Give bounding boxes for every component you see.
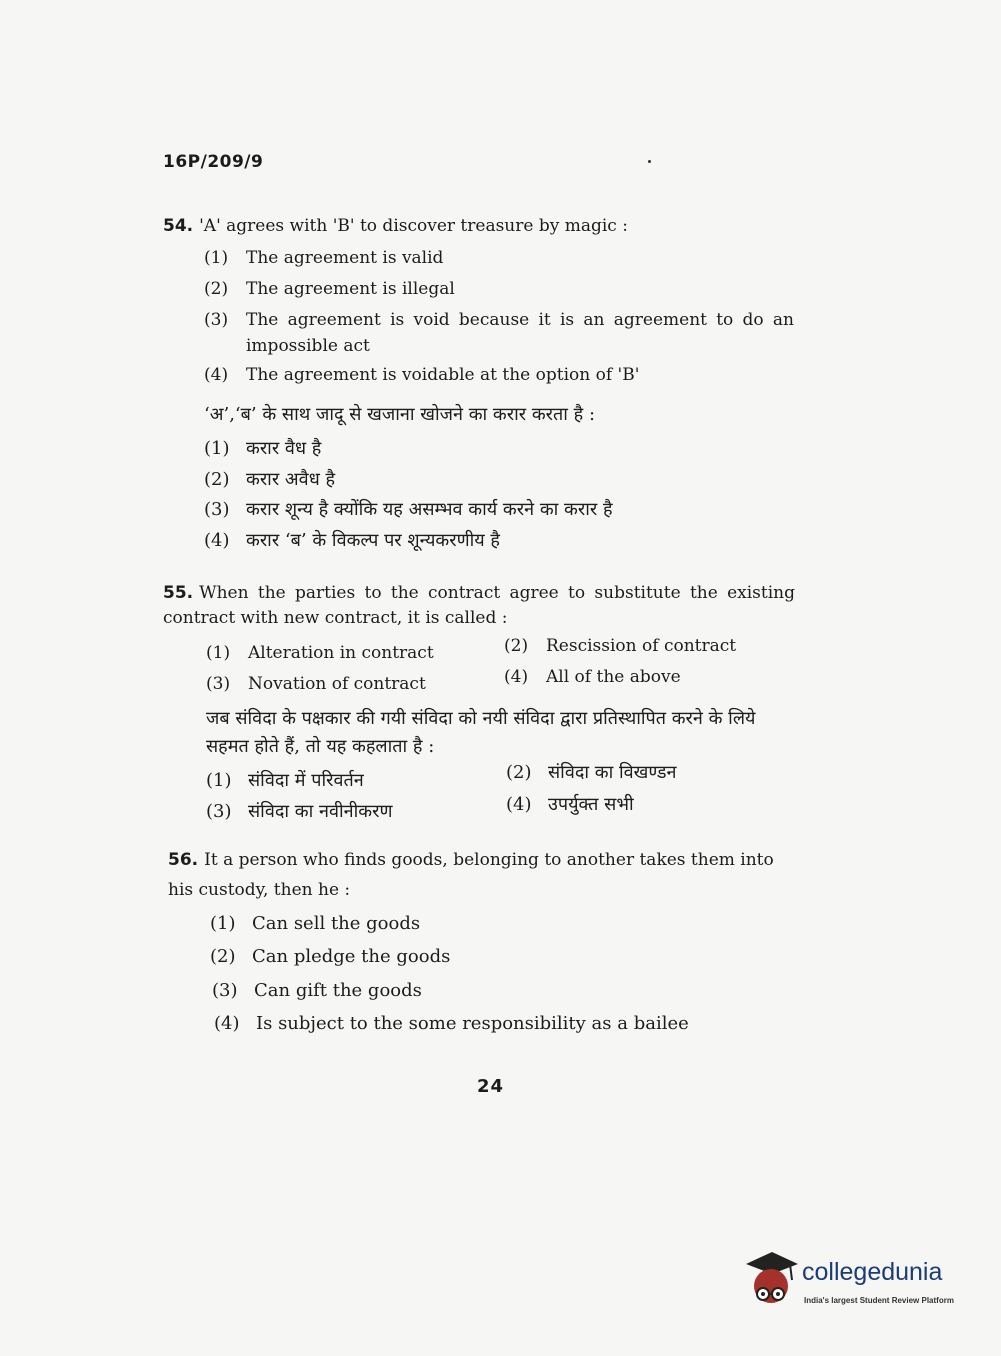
q55-option-en-3: (3) Novation of contract [206,674,426,694]
q55-option-hi-2: (2) संविदा का विखण्डन [506,762,677,783]
collegedunia-watermark [742,1250,972,1320]
question-number: 55. [163,583,194,603]
q54-option-en-1: (1) The agreement is valid [204,248,444,268]
q54-option-hi-1: (1) करार वैध है [204,438,322,459]
mascot-icon [742,1250,800,1314]
stray-mark [648,160,651,163]
q55-option-en-4: (4) All of the above [504,667,681,687]
q55-option-en-2: (2) Rescission of contract [504,636,737,656]
page-number: 24 [477,1076,505,1097]
q54-option-en-3: (3) The agreement is void because it is an agreement to do an impossible act [204,310,794,356]
q54-option-hi-2: (2) करार अवैध है [204,469,336,490]
q55-option-hi-4: (4) उपर्युक्त सभी [506,794,634,815]
question-55 [163,581,795,631]
question-54-hindi: ‘अ’,‘ब’ के साथ जादू से खजाना खोजने का करार करता है : [204,404,596,425]
brand-tagline: India's largest Student Review Platform [804,1296,954,1305]
q56-option-en-2: (2) Can pledge the goods [210,946,451,967]
brand-name: collegedunia [802,1258,943,1286]
q54-option-hi-3: (3) करार शून्य है क्योंकि यह असम्भव कार्य करने का करार है [204,499,613,520]
question-56 [168,845,798,905]
question-54 [163,214,803,239]
question-number: 56. [168,850,199,870]
q56-option-en-1: (1) Can sell the goods [210,913,421,934]
q56-option-en-3: (3) Can gift the goods [212,980,422,1001]
paper-code: 16P/209/9 [163,152,264,172]
q55-option-hi-3: (3) संविदा का नवीनीकरण [206,801,393,822]
question-text-en: When the parties to the contract agree to substitute the existing contract with new contract, it is called : [163,583,795,628]
q55-option-en-1: (1) Alteration in contract [206,643,434,663]
question-text-en: 'A' agrees with 'B' to discover treasure by magic : [199,216,628,236]
q55-option-hi-1: (1) संविदा में परिवर्तन [206,770,364,791]
question-number: 54. [163,216,194,236]
q54-option-hi-4: (4) करार ‘ब’ के विकल्प पर शून्यकरणीय है [204,530,500,551]
q56-option-en-4: (4) Is subject to the some responsibility as a bailee [214,1013,689,1034]
q54-option-en-4: (4) The agreement is voidable at the option of 'B' [204,365,640,385]
question-55-hindi: जब संविदा के पक्षकार की गयी संविदा को नयी संविदा द्वारा प्रतिस्थापित करने के लिये सहमत होते हैं, तो यह कहलाता है : [206,708,756,757]
question-text-en: It a person who finds goods, belonging to another takes them into his custody, then he : [168,850,774,900]
q54-option-en-2: (2) The agreement is illegal [204,279,455,299]
